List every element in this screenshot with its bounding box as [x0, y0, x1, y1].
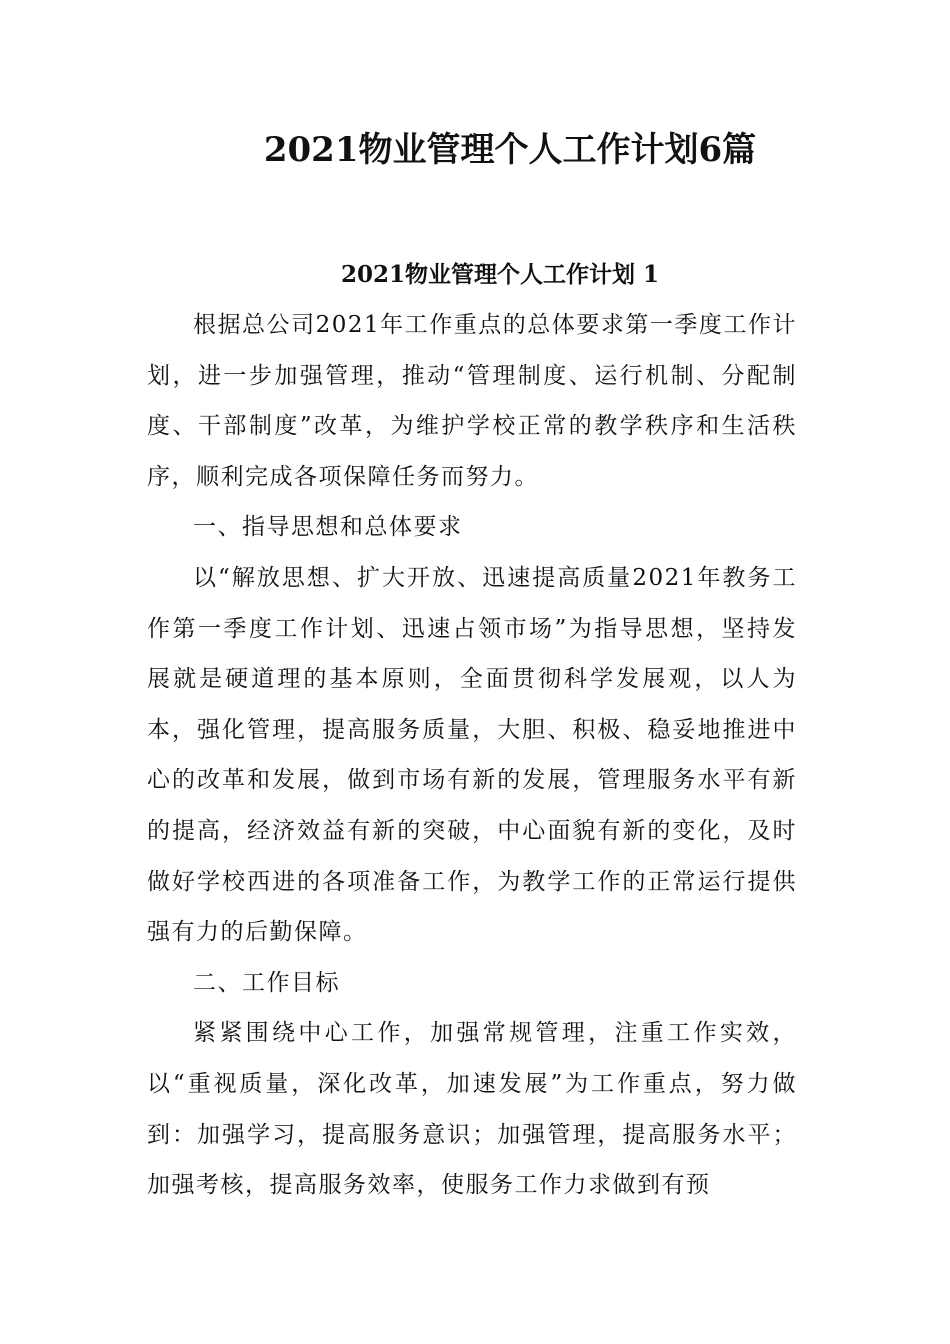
heading-guiding-ideology: 一、指导思想和总体要求 — [193, 514, 463, 541]
section-title: 2021物业管理个人工作计划 1 — [340, 261, 660, 288]
document-title: 2021物业管理个人工作计划6篇 — [263, 130, 757, 170]
paragraph-intro: 根据总公司2021年工作重点的总体要求第一季度工作计划，进一步加强管理，推动“管理制度、运行机制、分配制度、干部制度”改革，为维护学校正常的教学秩序和生活秩序，顺利完成各项保障任务而努力。 — [147, 312, 797, 490]
paragraph-guiding-ideology: 以“解放思想、扩大开放、迅速提高质量2021年教务工作第一季度工作计划、迅速占领市场”为指导思想，坚持发展就是硬道理的基本原则，全面贯彻科学发展观，以人为本，强化管理，提高服务质量，大胆、积极、稳妥地推进中心的改革和发展，做到市场有新的发展，管理服务水平有新的提高，经济效益有新的突破，中心面貌有新的变化，及时做好学校西进的各项准备工作，为教学工作的正常运行提供强有力的后勤保障。 — [147, 564, 797, 946]
heading-work-goals: 二、工作目标 — [193, 969, 340, 996]
paragraph-work-goals: 紧紧围绕中心工作，加强常规管理，注重工作实效，以“重视质量，深化改革，加速发展”为工作重点，努力做到：加强学习，提高服务意识；加强管理，提高服务水平；加强考核，提高服务效率，使服务工作力求做到有预 — [147, 1020, 797, 1199]
document-body — [147, 300, 797, 1211]
